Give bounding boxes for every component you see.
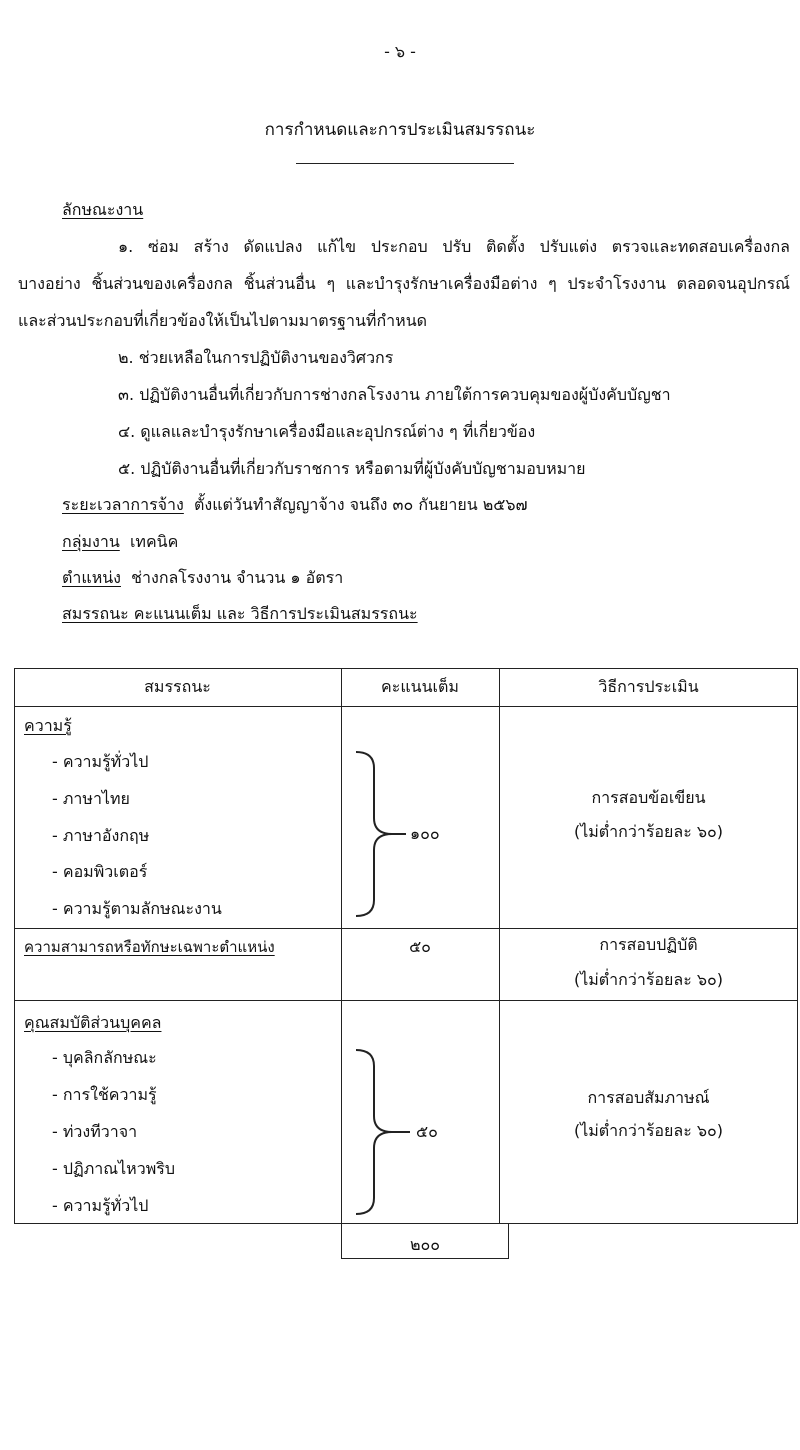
knowledge-label: ความรู้ bbox=[24, 716, 72, 735]
table-row-line-2 bbox=[14, 1000, 798, 1001]
table-row-line-1 bbox=[14, 928, 798, 929]
job-item-5: ๕. ปฏิบัติงานอื่นที่เกี่ยวกับราชการ หรือตามที่ผู้บังคับบัญชามอบหมาย bbox=[118, 459, 586, 478]
knowledge-item: - ภาษาอังกฤษ bbox=[52, 826, 150, 845]
personal-item: - ท่วงทีวาจา bbox=[52, 1122, 138, 1141]
personal-item: - ปฏิภาณไหวพริบ bbox=[52, 1159, 176, 1178]
personal-label: คุณสมบัติส่วนบุคคล bbox=[24, 1013, 162, 1032]
personal-item: - บุคลิกลักษณะ bbox=[52, 1048, 157, 1067]
job-description-heading: ลักษณะงาน bbox=[62, 200, 144, 219]
job-item-1-line-2: บางอย่าง ชิ้นส่วนของเครื่องกล ชิ้นส่วนอื่น ๆ และบำรุงรักษาเครื่องมือต่าง ๆ ประจำโรงงาน ตลอดจนอุปกรณ์ bbox=[18, 274, 790, 293]
personal-score: ๕๐ bbox=[416, 1122, 438, 1141]
work-group-value: เทคนิค bbox=[129, 532, 179, 551]
personal-brace-icon bbox=[352, 1046, 414, 1218]
knowledge-criteria: (ไม่ต่ำกว่าร้อยละ ๖๐) bbox=[573, 822, 724, 841]
knowledge-item: - ภาษาไทย bbox=[52, 789, 130, 808]
header-competency: สมรรถนะ bbox=[144, 677, 211, 696]
knowledge-item: - คอมพิวเตอร์ bbox=[52, 862, 148, 881]
position-label: ตำแหน่ง bbox=[62, 568, 121, 587]
page-title: การกำหนดและการประเมินสมรรถนะ bbox=[264, 120, 536, 140]
header-full-score: คะแนนเต็ม bbox=[381, 677, 459, 696]
title-underline bbox=[296, 163, 514, 164]
position bbox=[62, 568, 343, 588]
skill-score: ๕๐ bbox=[409, 937, 431, 956]
skill-method: การสอบปฏิบัติ bbox=[599, 935, 698, 954]
work-group-label: กลุ่มงาน bbox=[62, 532, 120, 551]
table-total-bottom-line bbox=[341, 1258, 509, 1259]
position-value: ช่างกลโรงงาน จำนวน ๑ อัตรา bbox=[131, 568, 344, 587]
page-number: - ๖ - bbox=[384, 42, 416, 61]
personal-item: - การใช้ความรู้ bbox=[52, 1085, 157, 1104]
job-item-4: ๔. ดูแลและบำรุงรักษาเครื่องมือและอุปกรณ์ต่าง ๆ ที่เกี่ยวข้อง bbox=[118, 422, 536, 441]
knowledge-method: การสอบข้อเขียน bbox=[591, 788, 706, 807]
personal-criteria: (ไม่ต่ำกว่าร้อยละ ๖๐) bbox=[573, 1121, 724, 1140]
work-group bbox=[62, 532, 178, 552]
job-item-1-line-3: และส่วนประกอบที่เกี่ยวข้องให้เป็นไปตามมาตรฐานที่กำหนด bbox=[18, 311, 428, 330]
knowledge-score: ๑๐๐ bbox=[410, 824, 440, 843]
personal-method: การสอบสัมภาษณ์ bbox=[587, 1088, 710, 1107]
knowledge-item: - ความรู้ทั่วไป bbox=[52, 752, 149, 771]
employment-period bbox=[62, 495, 528, 515]
table-col-line-1 bbox=[341, 668, 342, 1258]
employment-period-label: ระยะเวลาการจ้าง bbox=[62, 495, 184, 514]
skill-label: ความสามารถหรือทักษะเฉพาะตำแหน่ง bbox=[24, 938, 275, 956]
competency-heading: สมรรถนะ คะแนนเต็ม และ วิธีการประเมินสมรรถนะ bbox=[62, 604, 418, 623]
personal-item: - ความรู้ทั่วไป bbox=[52, 1196, 149, 1215]
job-item-2: ๒. ช่วยเหลือในการปฏิบัติงานของวิศวกร bbox=[118, 348, 394, 367]
knowledge-brace-icon bbox=[352, 748, 408, 920]
header-assessment-method: วิธีการประเมิน bbox=[598, 677, 699, 696]
job-item-3: ๓. ปฏิบัติงานอื่นที่เกี่ยวกับการช่างกลโรงงาน ภายใต้การควบคุมของผู้บังคับบัญชา bbox=[118, 385, 671, 404]
knowledge-item: - ความรู้ตามลักษณะงาน bbox=[52, 899, 222, 918]
employment-period-value: ตั้งแต่วันทำสัญญาจ้าง จนถึง ๓๐ กันยายน ๒๕๖๗ bbox=[194, 495, 528, 514]
job-item-1-line-1: ๑. ซ่อม สร้าง ดัดแปลง แก้ไข ประกอบ ปรับ ติดตั้ง ปรับแต่ง ตรวจและทดสอบเครื่องกล bbox=[118, 237, 790, 256]
total-score: ๒๐๐ bbox=[409, 1235, 441, 1254]
skill-criteria: (ไม่ต่ำกว่าร้อยละ ๖๐) bbox=[573, 970, 724, 989]
table-header-line bbox=[14, 706, 798, 707]
